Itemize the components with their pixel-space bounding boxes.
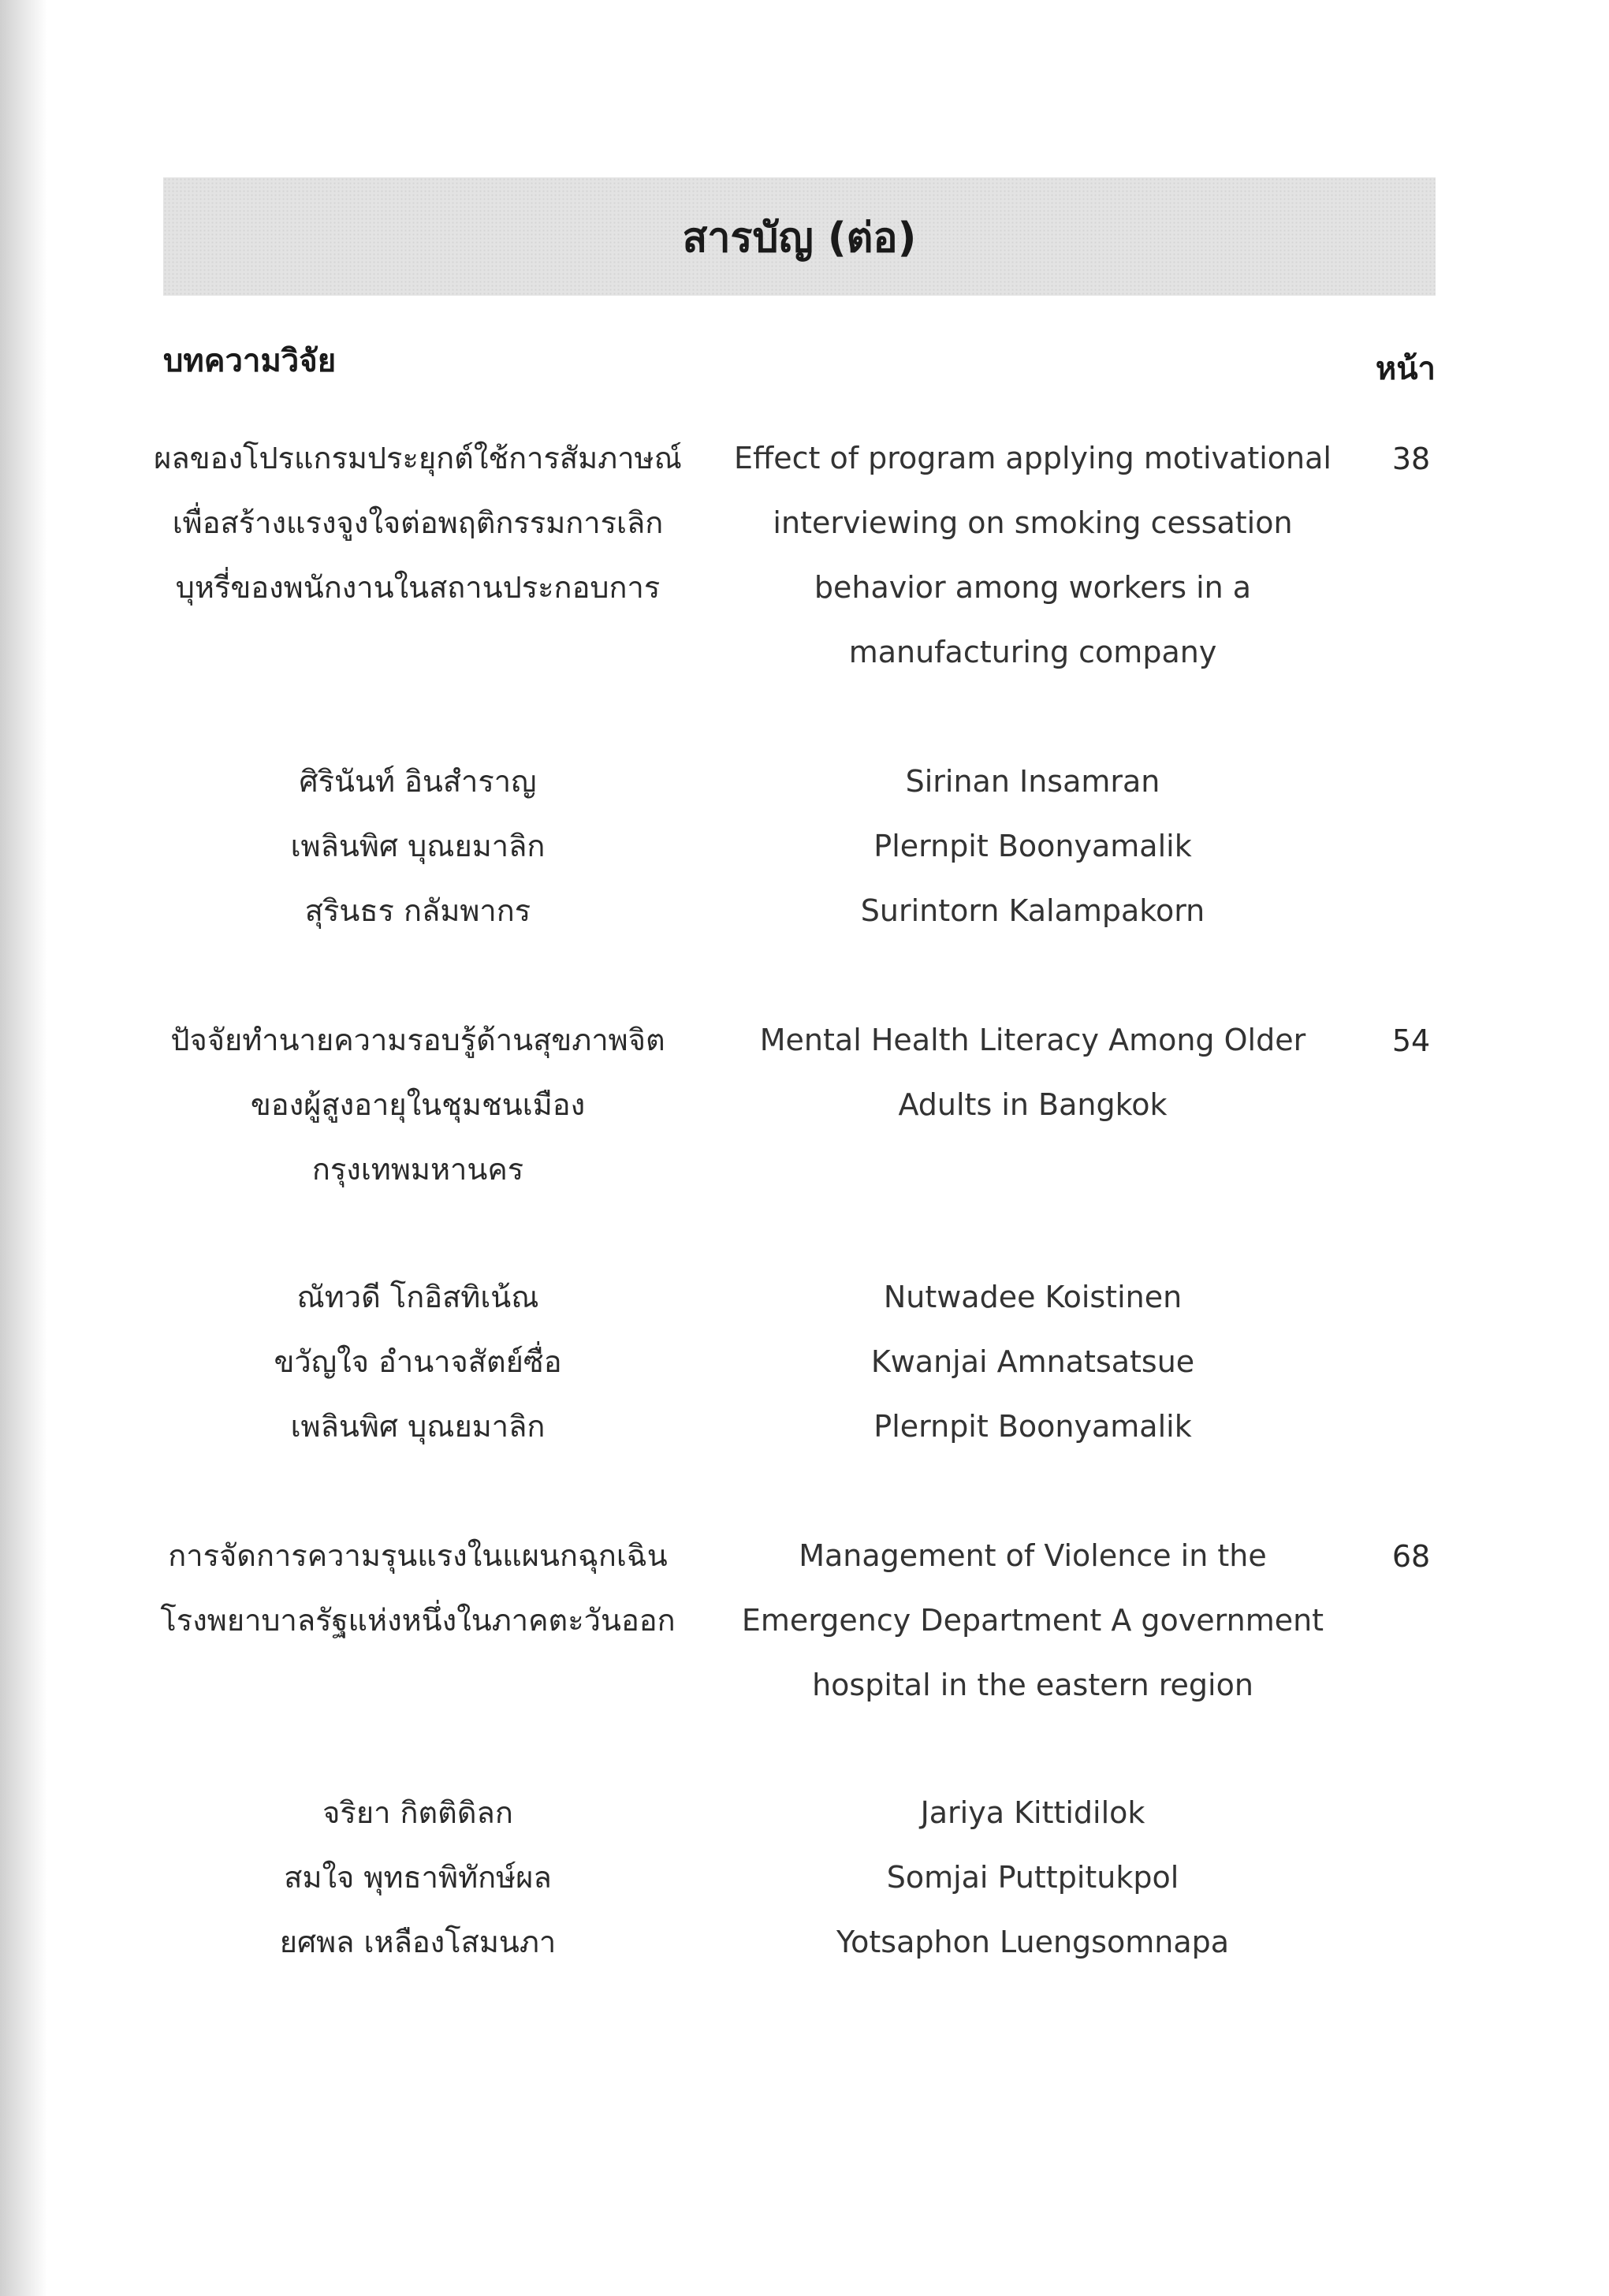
title-line: เพื่อสร้างแรงจูงใจต่อพฤติกรรมการเลิก (172, 505, 664, 540)
author-line: จริยา กิตติดิลก (322, 1795, 513, 1830)
title-banner (163, 177, 1436, 296)
title-line: behavior among workers in a (814, 570, 1252, 605)
page-title: สารบัญ (ต่อ) (682, 214, 917, 262)
article-3-thai-authors (142, 1780, 694, 1974)
title-line: hospital in the eastern region (812, 1668, 1253, 1702)
page-column-heading: หน้า (1375, 351, 1436, 387)
title-line: Adults in Bangkok (898, 1087, 1168, 1122)
section-heading: บทความวิจัย (163, 343, 337, 379)
article-3-english-authors (717, 1780, 1348, 1974)
article-1-page-number: 38 (1391, 442, 1431, 476)
title-line: กรุงเทพมหานคร (311, 1152, 524, 1187)
article-3-page-number: 68 (1391, 1539, 1431, 1574)
author-line: Sirinan Insamran (905, 764, 1160, 799)
page-binding-shadow (0, 0, 47, 2296)
author-line: เพลินพิศ บุณยมาลิก (290, 829, 546, 863)
article-2-thai-title (142, 1008, 694, 1202)
title-line: Mental Health Literacy Among Older (759, 1023, 1306, 1057)
article-1-thai-title (142, 426, 694, 620)
author-line: Jariya Kittidilok (920, 1795, 1145, 1830)
title-line: manufacturing company (848, 635, 1217, 669)
title-line: บุหรี่ของพนักงานในสถานประกอบการ (175, 570, 661, 605)
author-line: ณัทวดี โกอิสทิเน้ณ (296, 1280, 539, 1314)
author-line: สมใจ พุทธาพิทักษ์ผล (284, 1860, 552, 1895)
title-line: โรงพยาบาลรัฐแห่งหนึ่งในภาคตะวันออก (160, 1603, 676, 1638)
author-line: ศิรินันท์ อินสำราญ (299, 764, 537, 799)
title-line: ของผู้สูงอายุในชุมชนเมือง (250, 1087, 586, 1122)
article-2-english-authors (717, 1265, 1348, 1459)
article-3-thai-title (142, 1523, 694, 1653)
author-line: Kwanjai Amnatsatsue (870, 1344, 1195, 1379)
author-line: สุรินธร กลัมพากร (304, 893, 531, 928)
title-line: Emergency Department A government (741, 1603, 1324, 1638)
author-line: Somjai Puttpitukpol (886, 1860, 1179, 1895)
article-2-page-number: 54 (1391, 1023, 1431, 1058)
article-1-thai-authors (142, 749, 694, 943)
author-line: Plernpit Boonyamalik (873, 1409, 1192, 1444)
title-line: Management of Violence in the (799, 1538, 1267, 1573)
title-line: ผลของโปรแกรมประยุกต์ใช้การสัมภาษณ์ (154, 441, 682, 475)
article-1-english-title (717, 426, 1348, 684)
article-2-english-title (717, 1008, 1348, 1137)
article-2-thai-authors (142, 1265, 694, 1459)
title-line: ปัจจัยทำนายความรอบรู้ด้านสุขภาพจิต (170, 1023, 665, 1057)
author-line: Yotsaphon Luengsomnapa (836, 1925, 1230, 1959)
title-line: การจัดการความรุนแรงในแผนกฉุกเฉิน (168, 1538, 668, 1573)
article-3-english-title (717, 1523, 1348, 1717)
title-line: Effect of program applying motivational (734, 441, 1332, 475)
author-line: ขวัญใจ อำนาจสัตย์ซื่อ (274, 1344, 562, 1379)
author-line: Nutwadee Koistinen (883, 1280, 1183, 1314)
author-line: ยศพล เหลืองโสมนภา (279, 1925, 557, 1959)
author-line: Surintorn Kalampakorn (860, 893, 1205, 928)
title-line: interviewing on smoking cessation (773, 505, 1293, 540)
author-line: Plernpit Boonyamalik (873, 829, 1192, 863)
author-line: เพลินพิศ บุณยมาลิก (290, 1409, 546, 1444)
article-1-english-authors (717, 749, 1348, 943)
